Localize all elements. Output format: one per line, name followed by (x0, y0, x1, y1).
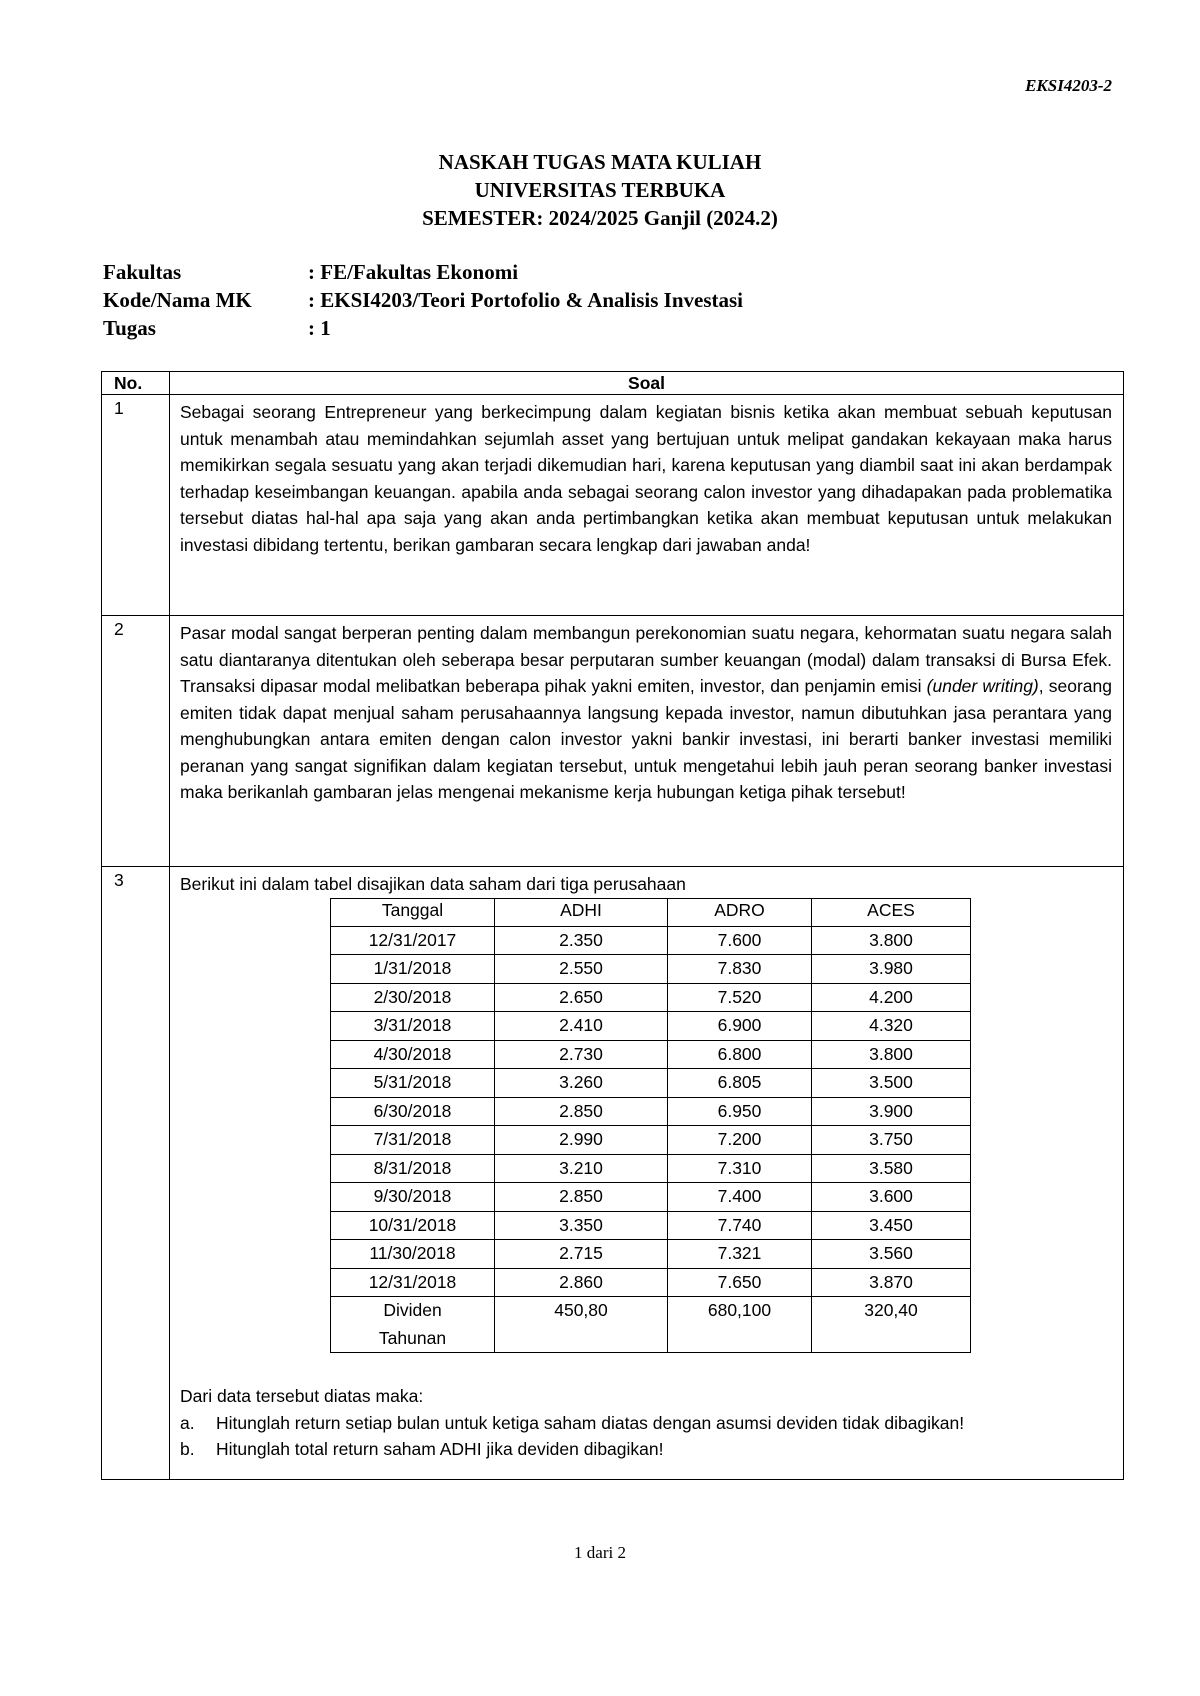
question-intro: Berikut ini dalam tabel disajikan data saham dari tiga perusahaan (180, 874, 686, 894)
stock-cell-aces: 3.800 (812, 926, 971, 955)
stock-cell-aces: 3.980 (812, 955, 971, 984)
stock-cell-aces: 4.200 (812, 983, 971, 1012)
stock-row (331, 955, 971, 984)
question-text-italic: (under writing) (926, 676, 1039, 696)
subitem-marker: b. (180, 1439, 195, 1459)
stock-cell-adro: 7.310 (668, 1154, 812, 1183)
stock-row (331, 1240, 971, 1269)
stock-cell-adhi: 2.850 (495, 1183, 668, 1212)
stock-cell-adhi: 2.350 (495, 926, 668, 955)
stock-cell-aces: 3.870 (812, 1268, 971, 1297)
stock-row (331, 983, 971, 1012)
stock-cell-adro: 6.900 (668, 1012, 812, 1041)
header-soal: Soal (170, 372, 1124, 395)
stock-cell-adro: 7.600 (668, 926, 812, 955)
question-body (170, 867, 1124, 1480)
stock-row (331, 1012, 971, 1041)
title-line-3: SEMESTER: 2024/2025 Ganjil (2024.2) (422, 206, 778, 230)
questions-header-row (102, 372, 1124, 395)
stock-cell-date: 12/31/2018 (331, 1268, 495, 1297)
stock-cell-adhi: 2.715 (495, 1240, 668, 1269)
title-line-1: NASKAH TUGAS MATA KULIAH (438, 150, 762, 174)
meta-value: : 1 (308, 316, 331, 340)
meta-row-assignment (103, 314, 743, 342)
stock-cell-adhi: 2.550 (495, 955, 668, 984)
stock-cell-adhi: 3.210 (495, 1154, 668, 1183)
questions-table (101, 371, 1124, 1480)
stock-cell-aces: 4.320 (812, 1012, 971, 1041)
stock-row (331, 926, 971, 955)
stock-header-adhi: ADHI (495, 898, 668, 926)
stock-cell-aces: 3.900 (812, 1097, 971, 1126)
question-row-2 (102, 616, 1124, 867)
stock-header-aces: ACES (812, 898, 971, 926)
dividend-label-line-1: Dividen (383, 1300, 442, 1320)
question-number: 1 (102, 395, 170, 616)
meta-value: : EKSI4203/Teori Portofolio & Analisis Investasi (308, 288, 744, 312)
stock-cell-date: 5/31/2018 (331, 1069, 495, 1098)
dividend-adhi: 450,80 (495, 1297, 668, 1353)
stock-cell-date: 10/31/2018 (331, 1211, 495, 1240)
stock-row (331, 1183, 971, 1212)
stock-row (331, 1069, 971, 1098)
dividend-label-line-2: Tahunan (378, 1327, 447, 1348)
title-block (0, 148, 1200, 232)
stock-row (331, 1097, 971, 1126)
stock-cell-adhi: 2.990 (495, 1126, 668, 1155)
subitem-a (180, 1410, 1112, 1437)
stock-row (331, 1211, 971, 1240)
stock-cell-adhi: 3.350 (495, 1211, 668, 1240)
dividend-row (331, 1297, 971, 1353)
stock-cell-adro: 7.740 (668, 1211, 812, 1240)
stock-cell-adro: 7.650 (668, 1268, 812, 1297)
question-text-part: , seorang emiten tidak dapat menjual saham perusahaannya langsung kepada investor, namun dibutuhkan jasa perantara yang menghubungkan antara emiten dengan calon investor yakni bankir investasi, ini berarti banker investasi memiliki peranan yang sangat signifikan dalam kegiatan tersebut, untuk mengetahui lebih jauh peran seorang banker investasi maka berikanlah gambaran jelas mengenai mekanisme kerja hubungan ketiga pihak tersebut! (180, 676, 1112, 802)
stock-cell-adhi: 2.850 (495, 1097, 668, 1126)
dividend-label (331, 1297, 495, 1353)
question-number: 3 (102, 867, 170, 1480)
subitem-b (180, 1436, 1112, 1463)
stock-cell-aces: 3.450 (812, 1211, 971, 1240)
stock-row (331, 1154, 971, 1183)
stock-cell-adhi: 2.410 (495, 1012, 668, 1041)
stock-cell-date: 4/30/2018 (331, 1040, 495, 1069)
question-subitems (180, 1410, 1112, 1463)
stock-cell-date: 6/30/2018 (331, 1097, 495, 1126)
stock-cell-adro: 7.830 (668, 955, 812, 984)
stock-cell-aces: 3.600 (812, 1183, 971, 1212)
stock-cell-date: 11/30/2018 (331, 1240, 495, 1269)
subitem-text: Hitunglah total return saham ADHI jika deviden dibagikan! (216, 1439, 664, 1459)
stock-table-body (331, 926, 971, 1297)
page-number: 1 dari 2 (574, 1543, 626, 1562)
subitem-text: Hitunglah return setiap bulan untuk ketiga saham diatas dengan asumsi deviden tidak dibagikan! (216, 1412, 965, 1433)
stock-cell-aces: 3.800 (812, 1040, 971, 1069)
stock-cell-adhi: 2.730 (495, 1040, 668, 1069)
question-row-3 (102, 867, 1124, 1480)
stock-cell-adhi: 2.860 (495, 1268, 668, 1297)
meta-row-course (103, 286, 743, 314)
course-meta (103, 258, 743, 342)
stock-cell-aces: 3.500 (812, 1069, 971, 1098)
stock-header-row (331, 898, 971, 926)
stock-cell-adro: 6.805 (668, 1069, 812, 1098)
meta-label: Fakultas (103, 260, 182, 284)
stock-price-table (330, 898, 971, 1354)
stock-cell-adhi: 3.260 (495, 1069, 668, 1098)
question-text: Sebagai seorang Entrepreneur yang berkecimpung dalam kegiatan bisnis ketika akan membuat sebuah keputusan untuk menambah atau memindahkan sejumlah asset yang bertujuan untuk melipat gandakan kekayaan maka harus memikirkan segala sesuatu yang akan terjadi dikemudian hari, karena keputusan yang diambil saat ini akan berdampak terhadap keseimbangan keuangan. apabila anda sebagai seorang calon investor yang dihadapakan pada problematika tersebut diatas hal-hal apa saja yang akan anda pertimbangkan ketika akan membuat keputusan untuk melakukan investasi dibidang tertentu, berikan gambaran secara lengkap dari jawaban anda! (170, 395, 1124, 616)
document-code: EKSI4203-2 (1025, 76, 1112, 95)
header-no: No. (102, 372, 170, 395)
meta-label: Kode/Nama MK (103, 288, 252, 312)
stock-cell-adro: 7.520 (668, 983, 812, 1012)
stock-cell-date: 1/31/2018 (331, 955, 495, 984)
dividend-aces: 320,40 (812, 1297, 971, 1353)
stock-header-adro: ADRO (668, 898, 812, 926)
stock-cell-aces: 3.560 (812, 1240, 971, 1269)
meta-row-faculty (103, 258, 743, 286)
stock-cell-adro: 6.950 (668, 1097, 812, 1126)
meta-label: Tugas (103, 316, 156, 340)
subitem-marker: a. (180, 1412, 195, 1433)
title-line-2: UNIVERSITAS TERBUKA (474, 178, 726, 202)
stock-cell-adhi: 2.650 (495, 983, 668, 1012)
meta-value: : FE/Fakultas Ekonomi (308, 260, 519, 284)
question-text-part: Pasar modal sangat berperan penting dalam membangun perekonomian suatu negara, kehormatan suatu negara salah satu diantaranya ditentukan oleh seberapa besar perputaran sumber keuangan (modal) dalam transaksi di Bursa Efek. Transaksi dipasar modal melibatkan beberapa pihak yakni emiten, investor, dan penjamin emisi (180, 623, 1112, 696)
stock-cell-date: 8/31/2018 (331, 1154, 495, 1183)
stock-cell-adro: 6.800 (668, 1040, 812, 1069)
stock-row (331, 1268, 971, 1297)
stock-cell-date: 7/31/2018 (331, 1126, 495, 1155)
question-lead: Dari data tersebut diatas maka: (180, 1386, 424, 1406)
question-text (170, 616, 1124, 867)
question-row-1 (102, 395, 1124, 616)
dividend-adro: 680,100 (668, 1297, 812, 1353)
stock-row (331, 1040, 971, 1069)
stock-cell-aces: 3.580 (812, 1154, 971, 1183)
stock-cell-date: 9/30/2018 (331, 1183, 495, 1212)
stock-cell-adro: 7.200 (668, 1126, 812, 1155)
stock-cell-date: 12/31/2017 (331, 926, 495, 955)
stock-cell-adro: 7.321 (668, 1240, 812, 1269)
stock-cell-aces: 3.750 (812, 1126, 971, 1155)
stock-row (331, 1126, 971, 1155)
stock-cell-adro: 7.400 (668, 1183, 812, 1212)
stock-cell-date: 3/31/2018 (331, 1012, 495, 1041)
stock-header-date: Tanggal (331, 898, 495, 926)
question-number: 2 (102, 616, 170, 867)
stock-cell-date: 2/30/2018 (331, 983, 495, 1012)
